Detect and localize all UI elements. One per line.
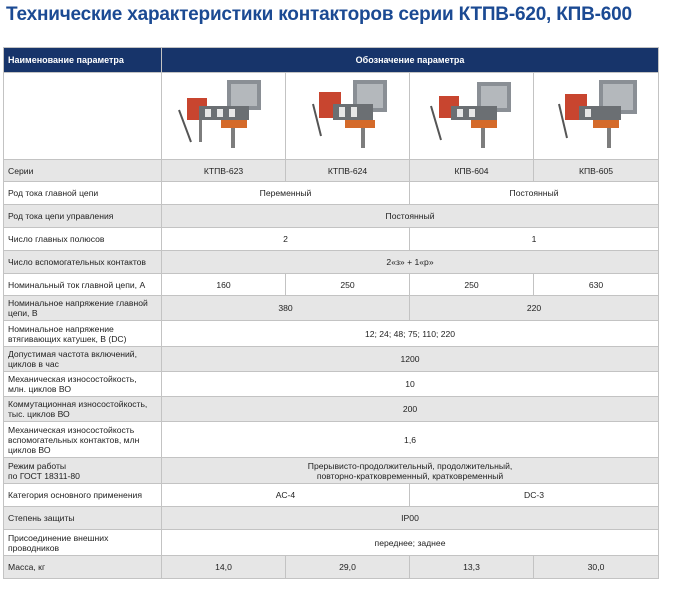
value-cell: 1 xyxy=(410,228,659,251)
param-label-mode xyxy=(4,458,162,484)
value-cell-mode xyxy=(162,458,659,484)
table-row-rated-current xyxy=(4,274,659,296)
image-row-empty xyxy=(4,73,162,160)
value-cell: 2 xyxy=(162,228,410,251)
product-image-1 xyxy=(162,73,286,160)
value-cell: АС-4 xyxy=(162,484,410,507)
param-label: Номинальный ток главной цепи, А xyxy=(4,274,162,296)
table-row-frequency xyxy=(4,347,659,372)
param-label: Род тока цепи управления xyxy=(4,205,162,228)
value-cell: 14,0 xyxy=(162,556,286,579)
table-row-mech-wear xyxy=(4,372,659,397)
header-value: Обозначение параметра xyxy=(162,48,659,73)
product-image-3 xyxy=(410,73,534,160)
value-cell: 200 xyxy=(162,397,659,422)
param-label: Номинальное напряжение главной цепи, В xyxy=(4,296,162,321)
table-row-poles xyxy=(4,228,659,251)
value-cell: 160 xyxy=(162,274,286,296)
param-label: Допустимая частота включений, циклов в час xyxy=(4,347,162,372)
value-cell: Переменный xyxy=(162,182,410,205)
value-cell: IP00 xyxy=(162,507,659,530)
value-line: повторно-кратковременный, кратковременный xyxy=(316,470,504,481)
value-cell: 10 xyxy=(162,372,659,397)
param-label: Номинальное напряжение втягивающих катушек, В (DC) xyxy=(4,321,162,347)
param-label: Масса, кг xyxy=(4,556,162,579)
value-cell: 12; 24; 48; 75; 110; 220 xyxy=(162,321,659,347)
param-label: Серии xyxy=(4,160,162,182)
value-cell: 1,6 xyxy=(162,422,659,458)
table-row-category xyxy=(4,484,659,507)
value-cell: 2«з» + 1«р» xyxy=(162,251,659,274)
header-param: Наименование параметра xyxy=(4,48,162,73)
table-header-row xyxy=(4,48,659,73)
table-row-protection xyxy=(4,507,659,530)
table-row-comm-wear xyxy=(4,397,659,422)
value-cell: 380 xyxy=(162,296,410,321)
param-label: Механическая износостойкость вспомогательных контактов, млн циклов ВО xyxy=(4,422,162,458)
contactor-image-kpv-604 xyxy=(417,76,527,156)
contactor-image-ktpv-624 xyxy=(293,76,403,156)
table-row-aux-mech-wear xyxy=(4,422,659,458)
value-cell: КТПВ-623 xyxy=(162,160,286,182)
table-row-series xyxy=(4,160,659,182)
value-line: Прерывисто-продолжительный, продолжительный, xyxy=(307,460,513,471)
value-cell: КПВ-605 xyxy=(534,160,659,182)
value-cell: 250 xyxy=(286,274,410,296)
param-label: Категория основного применения xyxy=(4,484,162,507)
value-cell: 1200 xyxy=(162,347,659,372)
value-cell: переднее; заднее xyxy=(162,530,659,556)
table-row-coil-voltage xyxy=(4,321,659,347)
product-image-2 xyxy=(286,73,410,160)
table-row-main-current xyxy=(4,182,659,205)
param-label: Присоединение внешних проводников xyxy=(4,530,162,556)
table-row-aux-contacts xyxy=(4,251,659,274)
param-label: Коммутационная износостойкость, тыс. циклов ВО xyxy=(4,397,162,422)
value-cell: 29,0 xyxy=(286,556,410,579)
param-label: Число главных полюсов xyxy=(4,228,162,251)
table-row-control-current xyxy=(4,205,659,228)
table-row-connection xyxy=(4,530,659,556)
param-label: Механическая износостойкость, млн. циклов ВО xyxy=(4,372,162,397)
param-label-line: по ГОСТ 18311-80 xyxy=(8,470,80,481)
value-cell: Постоянный xyxy=(410,182,659,205)
page-title: Технические характеристики контакторов серии КТПВ-620, КПВ-600 xyxy=(6,4,632,25)
image-row xyxy=(4,73,659,160)
contactor-image-kpv-605 xyxy=(541,76,651,156)
table-row-mode xyxy=(4,458,659,484)
value-cell: КПВ-604 xyxy=(410,160,534,182)
table-row-rated-voltage xyxy=(4,296,659,321)
param-label: Число вспомогательных контактов xyxy=(4,251,162,274)
param-label: Род тока главной цепи xyxy=(4,182,162,205)
table-row-mass xyxy=(4,556,659,579)
product-image-4 xyxy=(534,73,659,160)
value-cell: 30,0 xyxy=(534,556,659,579)
value-cell: 220 xyxy=(410,296,659,321)
spec-table xyxy=(3,47,659,579)
value-cell: 250 xyxy=(410,274,534,296)
param-label-line: Режим работы xyxy=(8,460,67,471)
value-cell: 630 xyxy=(534,274,659,296)
param-label: Степень защиты xyxy=(4,507,162,530)
value-cell: Постоянный xyxy=(162,205,659,228)
value-cell: 13,3 xyxy=(410,556,534,579)
value-cell: DC-3 xyxy=(410,484,659,507)
contactor-image-ktpv-623 xyxy=(169,76,279,156)
value-cell: КТПВ-624 xyxy=(286,160,410,182)
